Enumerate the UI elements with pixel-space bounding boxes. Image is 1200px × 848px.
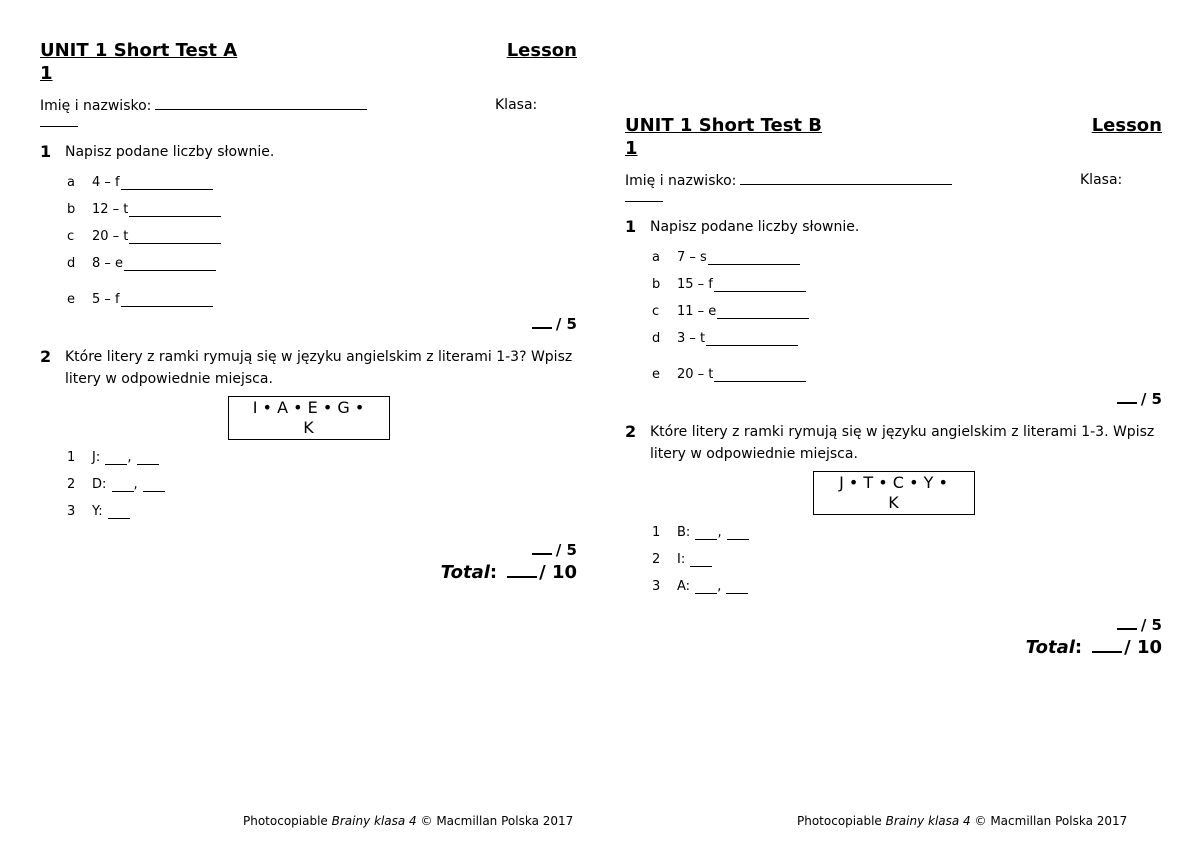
- item-number: 3: [652, 579, 661, 594]
- total-label: Total: [440, 562, 490, 583]
- exercise-2-heading: [40, 346, 577, 390]
- item-text: 15 – f: [677, 277, 713, 292]
- score-max: / 5: [555, 541, 577, 559]
- answer-blank[interactable]: [124, 258, 216, 271]
- lesson-label: Lesson: [1091, 115, 1162, 136]
- item-text: I:: [677, 552, 686, 567]
- item-letter: e: [67, 292, 75, 307]
- exercise-1-heading: [625, 216, 1162, 238]
- score-blank[interactable]: [532, 539, 552, 555]
- footer-prefix: Photocopiable: [797, 814, 886, 828]
- item-text: D:: [92, 477, 107, 492]
- list-item: 1 B: ,: [652, 519, 1162, 546]
- box-letters-line2: K: [303, 418, 314, 437]
- item-text: Y:: [92, 504, 103, 519]
- list-item: 1 J: ,: [67, 444, 577, 471]
- answer-blank[interactable]: [143, 479, 165, 492]
- score-max: / 5: [555, 315, 577, 333]
- exercise-1-items: [652, 244, 1162, 388]
- item-letter: d: [67, 256, 76, 271]
- item-text: 4 – f: [92, 175, 120, 190]
- answer-blank[interactable]: [726, 581, 748, 594]
- score-max: / 5: [1140, 390, 1162, 408]
- answer-blank[interactable]: [714, 369, 806, 382]
- class-label: Klasa:: [1080, 172, 1123, 188]
- item-letter: a: [652, 250, 660, 265]
- title-row: [625, 115, 1162, 137]
- item-text: J:: [92, 450, 101, 465]
- exercise-2-score: [40, 539, 577, 560]
- answer-blank[interactable]: [105, 452, 127, 465]
- list-item: [652, 298, 1162, 325]
- answer-blank[interactable]: [129, 231, 221, 244]
- list-item: 2 D: ,: [67, 471, 577, 498]
- item-letter: e: [652, 367, 660, 382]
- name-label: Imię i nazwisko:: [625, 173, 737, 189]
- exercise-2-heading: [625, 421, 1162, 465]
- item-text: 8 – e: [92, 256, 124, 271]
- answer-blank[interactable]: [129, 204, 221, 217]
- item-number: 2: [652, 552, 661, 567]
- list-item: [652, 244, 1162, 271]
- item-text: 7 – s: [677, 250, 707, 265]
- item-letter: b: [652, 277, 661, 292]
- answer-blank[interactable]: [717, 306, 809, 319]
- answer-blank[interactable]: [108, 506, 130, 519]
- answer-blank[interactable]: [121, 177, 213, 190]
- exercise-1-items: [67, 169, 577, 313]
- exercise-1-score: [40, 313, 577, 334]
- exercise-number: 1: [625, 217, 637, 236]
- class-field[interactable]: [40, 116, 78, 127]
- name-label: Imię i nazwisko:: [40, 98, 152, 114]
- item-number: 1: [652, 525, 661, 540]
- item-letter: c: [67, 229, 75, 244]
- letter-box: [228, 396, 390, 440]
- item-text: 12 – t: [92, 202, 129, 217]
- title-row: [40, 40, 577, 62]
- list-item: [652, 546, 1162, 573]
- footer-book: Brainy klasa 4: [331, 814, 417, 828]
- item-text: 3 – t: [677, 331, 706, 346]
- test-title: UNIT 1 Short Test A: [40, 40, 238, 61]
- exercise-number: 1: [40, 142, 52, 161]
- item-letter: a: [67, 175, 75, 190]
- footer-suffix: © Macmillan Polska 2017: [970, 814, 1128, 828]
- letter-box: [813, 471, 975, 515]
- lesson-number: 1: [40, 63, 53, 84]
- exercise-instruction: Napisz podane liczby słownie.: [650, 219, 860, 235]
- exercise-instruction: Napisz podane liczby słownie.: [65, 144, 275, 160]
- list-item: [67, 223, 577, 250]
- total-blank[interactable]: [1092, 635, 1122, 653]
- total-score: Total: / 10: [1025, 637, 1162, 658]
- name-row: [625, 170, 1162, 191]
- item-text: 11 – e: [677, 304, 717, 319]
- list-item: [652, 361, 1162, 388]
- exercise-instruction: Które litery z ramki rymują się w języku angielskim z literami 1-3? Wpisz litery w odpowiednie miejsca.: [65, 349, 573, 387]
- exercise-1-score: [625, 388, 1162, 409]
- score-max: / 5: [1140, 616, 1162, 634]
- exercise-2-score: [625, 614, 1162, 635]
- item-number: 3: [67, 504, 76, 519]
- exercise-number: 2: [40, 347, 52, 366]
- answer-blank[interactable]: [137, 452, 159, 465]
- class-field[interactable]: [625, 191, 663, 202]
- answer-blank[interactable]: [695, 581, 717, 594]
- footer-suffix: © Macmillan Polska 2017: [416, 814, 574, 828]
- footer-right: [797, 813, 1127, 829]
- item-letter: c: [652, 304, 660, 319]
- exercise-1-heading: [40, 141, 577, 163]
- answer-blank[interactable]: [690, 554, 712, 567]
- footer-prefix: Photocopiable: [243, 814, 332, 828]
- total-max: / 10: [539, 562, 577, 583]
- footer-book: Brainy klasa 4: [885, 814, 971, 828]
- box-letters-line1: J • T • C • Y •: [839, 473, 948, 492]
- box-letters-line2: K: [888, 493, 899, 512]
- item-text: 5 – f: [92, 292, 120, 307]
- box-letters-line1: I • A • E • G •: [252, 398, 365, 417]
- list-item: [67, 250, 577, 277]
- item-letter: b: [67, 202, 76, 217]
- exercise-number: 2: [625, 422, 637, 441]
- test-title: UNIT 1 Short Test B: [625, 115, 823, 136]
- score-blank[interactable]: [1117, 388, 1137, 404]
- name-row: [40, 95, 577, 116]
- list-item: [67, 498, 577, 525]
- item-number: 1: [67, 450, 76, 465]
- answer-blank[interactable]: [112, 479, 134, 492]
- item-text: 20 – t: [92, 229, 129, 244]
- total-max: / 10: [1124, 637, 1162, 658]
- exercise-2-items: [67, 444, 577, 525]
- list-item: [67, 286, 577, 313]
- item-text: B:: [677, 525, 691, 540]
- name-field[interactable]: [155, 95, 367, 110]
- answer-blank[interactable]: [121, 294, 213, 307]
- lesson-label: Lesson: [506, 40, 577, 61]
- name-field[interactable]: [740, 170, 952, 185]
- exercise-instruction: Które litery z ramki rymują się w języku angielskim z literami 1-3. Wpisz litery w odpowiednie miejsca.: [650, 424, 1155, 462]
- score-blank[interactable]: [532, 313, 552, 329]
- answer-blank[interactable]: [706, 333, 798, 346]
- list-item: [652, 325, 1162, 352]
- list-item: [67, 196, 577, 223]
- total-label: Total: [1025, 637, 1075, 658]
- exercise-2-items: [652, 519, 1162, 600]
- item-text: 20 – t: [677, 367, 714, 382]
- answer-blank[interactable]: [708, 252, 800, 265]
- lesson-number: 1: [625, 138, 638, 159]
- answer-blank[interactable]: [714, 279, 806, 292]
- test-b: [625, 115, 1162, 659]
- list-item: 3 A: ,: [652, 573, 1162, 600]
- list-item: [652, 271, 1162, 298]
- item-text: A:: [677, 579, 691, 594]
- test-a: [40, 40, 577, 584]
- answer-blank[interactable]: [695, 527, 717, 540]
- item-number: 2: [67, 477, 76, 492]
- answer-blank[interactable]: [727, 527, 749, 540]
- item-letter: d: [652, 331, 661, 346]
- list-item: [67, 169, 577, 196]
- score-blank[interactable]: [1117, 614, 1137, 630]
- total-blank[interactable]: [507, 560, 537, 578]
- total-score: Total: / 10: [440, 562, 577, 583]
- class-label: Klasa:: [495, 97, 538, 113]
- footer-left: [243, 813, 573, 829]
